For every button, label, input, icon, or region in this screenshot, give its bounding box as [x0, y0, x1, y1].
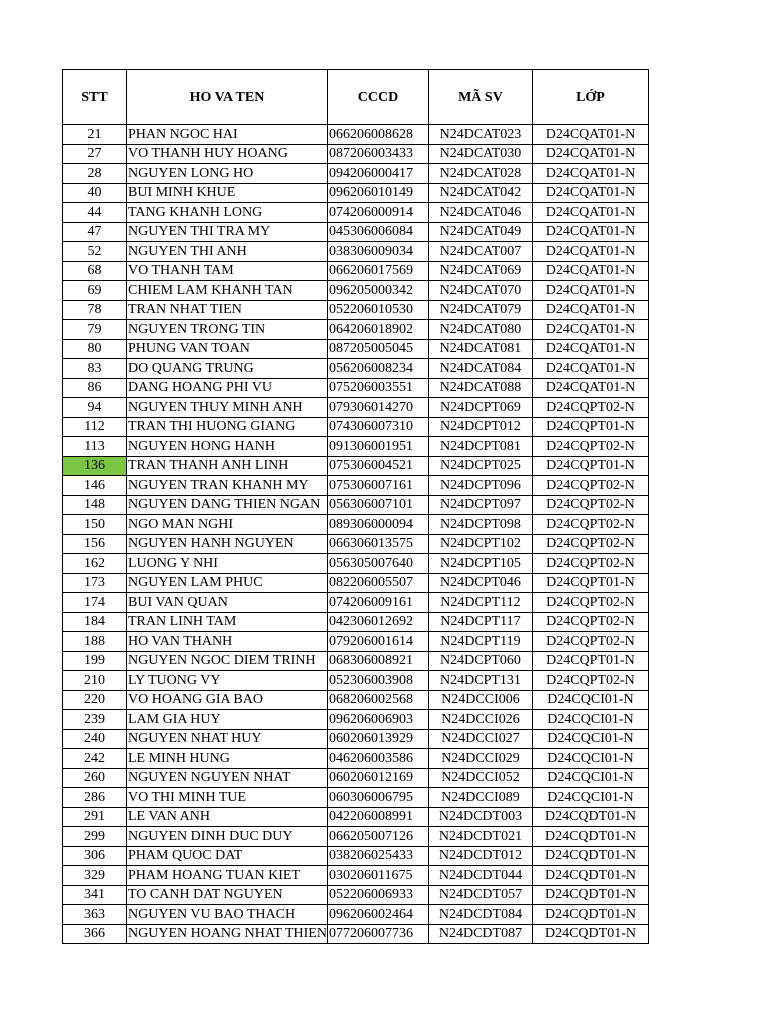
masv-cell: N24DCDT003 [428, 807, 532, 827]
stt-cell: 44 [63, 203, 127, 223]
lop-cell: D24CQPT01-N [532, 456, 648, 476]
table-row [63, 924, 649, 944]
table-row [63, 281, 649, 301]
stt-cell: 220 [63, 690, 127, 710]
name-cell: PHUNG VAN TOAN [127, 339, 328, 359]
masv-cell: N24DCCI089 [428, 788, 532, 808]
lop-cell: D24CQDT01-N [532, 905, 648, 925]
name-cell: NGUYEN NGOC DIEM TRINH [127, 651, 328, 671]
masv-cell: N24DCAT070 [428, 281, 532, 301]
name-cell: VO THANH TAM [127, 261, 328, 281]
name-cell: NGUYEN NGUYEN NHAT [127, 768, 328, 788]
name-cell: NGUYEN HANH NGUYEN [127, 534, 328, 554]
cccd-cell: 087205005045 [327, 339, 428, 359]
lop-cell: D24CQAT01-N [532, 203, 648, 223]
table-body [63, 125, 649, 944]
lop-cell: D24CQDT01-N [532, 924, 648, 944]
table-row [63, 398, 649, 418]
masv-cell: N24DCPT060 [428, 651, 532, 671]
masv-cell: N24DCPT025 [428, 456, 532, 476]
stt-cell: 260 [63, 768, 127, 788]
name-cell: DANG HOANG PHI VU [127, 378, 328, 398]
name-cell: NGUYEN THI TRA MY [127, 222, 328, 242]
masv-cell: N24DCPT096 [428, 476, 532, 496]
masv-cell: N24DCPT046 [428, 573, 532, 593]
cccd-cell: 042206008991 [327, 807, 428, 827]
name-cell: CHIEM LAM KHANH TAN [127, 281, 328, 301]
stt-cell: 136 [63, 456, 127, 476]
stt-cell: 27 [63, 144, 127, 164]
masv-cell: N24DCDT087 [428, 924, 532, 944]
masv-cell: N24DCAT046 [428, 203, 532, 223]
stt-cell: 363 [63, 905, 127, 925]
lop-cell: D24CQPT02-N [532, 534, 648, 554]
stt-cell: 150 [63, 515, 127, 535]
cccd-cell: 096205000342 [327, 281, 428, 301]
name-cell: TANG KHANH LONG [127, 203, 328, 223]
name-cell: NGUYEN HOANG NHAT THIEN [127, 924, 328, 944]
lop-cell: D24CQAT01-N [532, 164, 648, 184]
cccd-cell: 087206003433 [327, 144, 428, 164]
lop-cell: D24CQPT02-N [532, 515, 648, 535]
lop-cell: D24CQAT01-N [532, 359, 648, 379]
masv-cell: N24DCAT088 [428, 378, 532, 398]
table-row [63, 807, 649, 827]
name-cell: NGUYEN LAM PHUC [127, 573, 328, 593]
lop-cell: D24CQPT01-N [532, 573, 648, 593]
lop-cell: D24CQDT01-N [532, 885, 648, 905]
cccd-cell: 079306014270 [327, 398, 428, 418]
stt-cell: 80 [63, 339, 127, 359]
lop-cell: D24CQCI01-N [532, 729, 648, 749]
name-cell: LE MINH HUNG [127, 749, 328, 769]
name-cell: VO THANH HUY HOANG [127, 144, 328, 164]
name-cell: NGUYEN TRAN KHANH MY [127, 476, 328, 496]
table-row [63, 632, 649, 652]
stt-cell: 94 [63, 398, 127, 418]
name-cell: PHAM HOANG TUAN KIET [127, 866, 328, 886]
stt-cell: 291 [63, 807, 127, 827]
name-cell: NGO MAN NGHI [127, 515, 328, 535]
masv-cell: N24DCPT119 [428, 632, 532, 652]
stt-cell: 239 [63, 710, 127, 730]
table-row [63, 573, 649, 593]
lop-cell: D24CQDT01-N [532, 846, 648, 866]
table-row [63, 671, 649, 691]
lop-cell: D24CQAT01-N [532, 125, 648, 145]
lop-cell: D24CQAT01-N [532, 242, 648, 262]
name-cell: NGUYEN HONG HANH [127, 437, 328, 457]
cccd-cell: 056305007640 [327, 554, 428, 574]
masv-cell: N24DCCI027 [428, 729, 532, 749]
masv-cell: N24DCAT084 [428, 359, 532, 379]
table-row [63, 183, 649, 203]
masv-cell: N24DCAT030 [428, 144, 532, 164]
stt-cell: 28 [63, 164, 127, 184]
stt-cell: 188 [63, 632, 127, 652]
stt-cell: 162 [63, 554, 127, 574]
name-cell: TRAN NHAT TIEN [127, 300, 328, 320]
stt-cell: 21 [63, 125, 127, 145]
table-row [63, 125, 649, 145]
cccd-cell: 046206003586 [327, 749, 428, 769]
name-cell: NGUYEN DANG THIEN NGAN [127, 495, 328, 515]
masv-cell: N24DCDT012 [428, 846, 532, 866]
table-row [63, 378, 649, 398]
masv-cell: N24DCCI029 [428, 749, 532, 769]
lop-cell: D24CQDT01-N [532, 807, 648, 827]
masv-cell: N24DCPT069 [428, 398, 532, 418]
table-row [63, 846, 649, 866]
cccd-cell: 066306013575 [327, 534, 428, 554]
table-row [63, 339, 649, 359]
name-cell: PHAN NGOC HAI [127, 125, 328, 145]
cccd-cell: 052206010530 [327, 300, 428, 320]
name-cell: TRAN THANH ANH LINH [127, 456, 328, 476]
stt-cell: 299 [63, 827, 127, 847]
name-cell: TRAN THI HUONG GIANG [127, 417, 328, 437]
table-row [63, 866, 649, 886]
table-row [63, 164, 649, 184]
table-row [63, 612, 649, 632]
masv-cell: N24DCPT081 [428, 437, 532, 457]
stt-cell: 148 [63, 495, 127, 515]
name-cell: TO CANH DAT NGUYEN [127, 885, 328, 905]
cccd-cell: 052306003908 [327, 671, 428, 691]
cccd-cell: 074206000914 [327, 203, 428, 223]
name-cell: VO HOANG GIA BAO [127, 690, 328, 710]
table-row [63, 476, 649, 496]
masv-cell: N24DCAT069 [428, 261, 532, 281]
cccd-cell: 075206003551 [327, 378, 428, 398]
table-row [63, 768, 649, 788]
stt-cell: 184 [63, 612, 127, 632]
table-row [63, 242, 649, 262]
lop-cell: D24CQPT02-N [532, 398, 648, 418]
cccd-cell: 066205007126 [327, 827, 428, 847]
name-cell: LUONG Y NHI [127, 554, 328, 574]
masv-cell: N24DCDT044 [428, 866, 532, 886]
lop-cell: D24CQPT02-N [532, 593, 648, 613]
table-row [63, 359, 649, 379]
student-table [62, 69, 649, 944]
table-row [63, 417, 649, 437]
name-cell: LE VAN ANH [127, 807, 328, 827]
lop-cell: D24CQCI01-N [532, 788, 648, 808]
table-row [63, 515, 649, 535]
cccd-cell: 068206002568 [327, 690, 428, 710]
lop-cell: D24CQAT01-N [532, 281, 648, 301]
name-cell: NGUYEN THUY MINH ANH [127, 398, 328, 418]
lop-cell: D24CQPT01-N [532, 651, 648, 671]
cccd-cell: 094206000417 [327, 164, 428, 184]
table-row [63, 144, 649, 164]
name-cell: NGUYEN THI ANH [127, 242, 328, 262]
cccd-cell: 066206008628 [327, 125, 428, 145]
lop-cell: D24CQAT01-N [532, 144, 648, 164]
table-row [63, 534, 649, 554]
cccd-cell: 060206013929 [327, 729, 428, 749]
cccd-cell: 064206018902 [327, 320, 428, 340]
lop-cell: D24CQAT01-N [532, 261, 648, 281]
table-row [63, 437, 649, 457]
lop-cell: D24CQDT01-N [532, 866, 648, 886]
cccd-cell: 030206011675 [327, 866, 428, 886]
cccd-cell: 066206017569 [327, 261, 428, 281]
table-row [63, 710, 649, 730]
table-row [63, 203, 649, 223]
table-row [63, 300, 649, 320]
header-lop: LỚP [532, 70, 648, 125]
cccd-cell: 074206009161 [327, 593, 428, 613]
name-cell: BUI MINH KHUE [127, 183, 328, 203]
lop-cell: D24CQCI01-N [532, 710, 648, 730]
cccd-cell: 091306001951 [327, 437, 428, 457]
lop-cell: D24CQDT01-N [532, 827, 648, 847]
masv-cell: N24DCAT042 [428, 183, 532, 203]
lop-cell: D24CQAT01-N [532, 222, 648, 242]
masv-cell: N24DCAT049 [428, 222, 532, 242]
table-row [63, 320, 649, 340]
stt-cell: 69 [63, 281, 127, 301]
name-cell: VO THI MINH TUE [127, 788, 328, 808]
lop-cell: D24CQPT02-N [532, 476, 648, 496]
masv-cell: N24DCCI006 [428, 690, 532, 710]
masv-cell: N24DCAT023 [428, 125, 532, 145]
table-row [63, 905, 649, 925]
cccd-cell: 042306012692 [327, 612, 428, 632]
name-cell: NGUYEN LONG HO [127, 164, 328, 184]
cccd-cell: 068306008921 [327, 651, 428, 671]
name-cell: TRAN LINH TAM [127, 612, 328, 632]
table-row [63, 749, 649, 769]
stt-cell: 199 [63, 651, 127, 671]
stt-cell: 113 [63, 437, 127, 457]
masv-cell: N24DCPT131 [428, 671, 532, 691]
cccd-cell: 096206002464 [327, 905, 428, 925]
name-cell: BUI VAN QUAN [127, 593, 328, 613]
name-cell: HO VAN THANH [127, 632, 328, 652]
stt-cell: 79 [63, 320, 127, 340]
table-row [63, 651, 649, 671]
masv-cell: N24DCAT028 [428, 164, 532, 184]
lop-cell: D24CQCI01-N [532, 690, 648, 710]
header-stt: STT [63, 70, 127, 125]
lop-cell: D24CQAT01-N [532, 183, 648, 203]
lop-cell: D24CQPT02-N [532, 632, 648, 652]
name-cell: DO QUANG TRUNG [127, 359, 328, 379]
cccd-cell: 060206012169 [327, 768, 428, 788]
masv-cell: N24DCAT079 [428, 300, 532, 320]
masv-cell: N24DCPT098 [428, 515, 532, 535]
masv-cell: N24DCPT097 [428, 495, 532, 515]
lop-cell: D24CQAT01-N [532, 339, 648, 359]
cccd-cell: 089306000094 [327, 515, 428, 535]
cccd-cell: 075306007161 [327, 476, 428, 496]
name-cell: LY TUONG VY [127, 671, 328, 691]
name-cell: PHAM QUOC DAT [127, 846, 328, 866]
stt-cell: 83 [63, 359, 127, 379]
cccd-cell: 060306006795 [327, 788, 428, 808]
lop-cell: D24CQAT01-N [532, 378, 648, 398]
lop-cell: D24CQPT01-N [532, 417, 648, 437]
masv-cell: N24DCCI052 [428, 768, 532, 788]
cccd-cell: 056306007101 [327, 495, 428, 515]
stt-cell: 286 [63, 788, 127, 808]
cccd-cell: 056206008234 [327, 359, 428, 379]
table-row [63, 593, 649, 613]
stt-cell: 47 [63, 222, 127, 242]
masv-cell: N24DCAT081 [428, 339, 532, 359]
header-name: HO VA TEN [127, 70, 328, 125]
cccd-cell: 074306007310 [327, 417, 428, 437]
stt-cell: 329 [63, 866, 127, 886]
table-row [63, 788, 649, 808]
stt-cell: 240 [63, 729, 127, 749]
cccd-cell: 079206001614 [327, 632, 428, 652]
cccd-cell: 045306006084 [327, 222, 428, 242]
masv-cell: N24DCDT084 [428, 905, 532, 925]
cccd-cell: 082206005507 [327, 573, 428, 593]
stt-cell: 242 [63, 749, 127, 769]
name-cell: NGUYEN TRONG TIN [127, 320, 328, 340]
masv-cell: N24DCPT117 [428, 612, 532, 632]
header-cccd: CCCD [327, 70, 428, 125]
name-cell: NGUYEN VU BAO THACH [127, 905, 328, 925]
masv-cell: N24DCPT102 [428, 534, 532, 554]
stt-cell: 173 [63, 573, 127, 593]
name-cell: NGUYEN DINH DUC DUY [127, 827, 328, 847]
table-row [63, 495, 649, 515]
table-row [63, 729, 649, 749]
stt-cell: 78 [63, 300, 127, 320]
name-cell: LAM GIA HUY [127, 710, 328, 730]
stt-cell: 86 [63, 378, 127, 398]
lop-cell: D24CQPT02-N [532, 437, 648, 457]
masv-cell: N24DCDT057 [428, 885, 532, 905]
lop-cell: D24CQPT02-N [532, 554, 648, 574]
lop-cell: D24CQPT02-N [532, 671, 648, 691]
lop-cell: D24CQPT02-N [532, 612, 648, 632]
stt-cell: 40 [63, 183, 127, 203]
masv-cell: N24DCPT105 [428, 554, 532, 574]
table-row [63, 827, 649, 847]
table-row [63, 885, 649, 905]
table-row [63, 222, 649, 242]
table-row [63, 456, 649, 476]
table-row [63, 554, 649, 574]
stt-cell: 112 [63, 417, 127, 437]
header-row [63, 70, 649, 125]
cccd-cell: 038206025433 [327, 846, 428, 866]
lop-cell: D24CQPT02-N [532, 495, 648, 515]
stt-cell: 156 [63, 534, 127, 554]
masv-cell: N24DCAT007 [428, 242, 532, 262]
stt-cell: 306 [63, 846, 127, 866]
cccd-cell: 077206007736 [327, 924, 428, 944]
cccd-cell: 075306004521 [327, 456, 428, 476]
table-row [63, 690, 649, 710]
lop-cell: D24CQCI01-N [532, 768, 648, 788]
cccd-cell: 052206006933 [327, 885, 428, 905]
lop-cell: D24CQCI01-N [532, 749, 648, 769]
stt-cell: 146 [63, 476, 127, 496]
cccd-cell: 096206010149 [327, 183, 428, 203]
stt-cell: 210 [63, 671, 127, 691]
masv-cell: N24DCAT080 [428, 320, 532, 340]
stt-cell: 341 [63, 885, 127, 905]
table-row [63, 261, 649, 281]
masv-cell: N24DCPT012 [428, 417, 532, 437]
stt-cell: 366 [63, 924, 127, 944]
cccd-cell: 038306009034 [327, 242, 428, 262]
masv-cell: N24DCPT112 [428, 593, 532, 613]
name-cell: NGUYEN NHAT HUY [127, 729, 328, 749]
masv-cell: N24DCCI026 [428, 710, 532, 730]
stt-cell: 52 [63, 242, 127, 262]
header-masv: MÃ SV [428, 70, 532, 125]
lop-cell: D24CQAT01-N [532, 320, 648, 340]
lop-cell: D24CQAT01-N [532, 300, 648, 320]
stt-cell: 174 [63, 593, 127, 613]
cccd-cell: 096206006903 [327, 710, 428, 730]
masv-cell: N24DCDT021 [428, 827, 532, 847]
stt-cell: 68 [63, 261, 127, 281]
